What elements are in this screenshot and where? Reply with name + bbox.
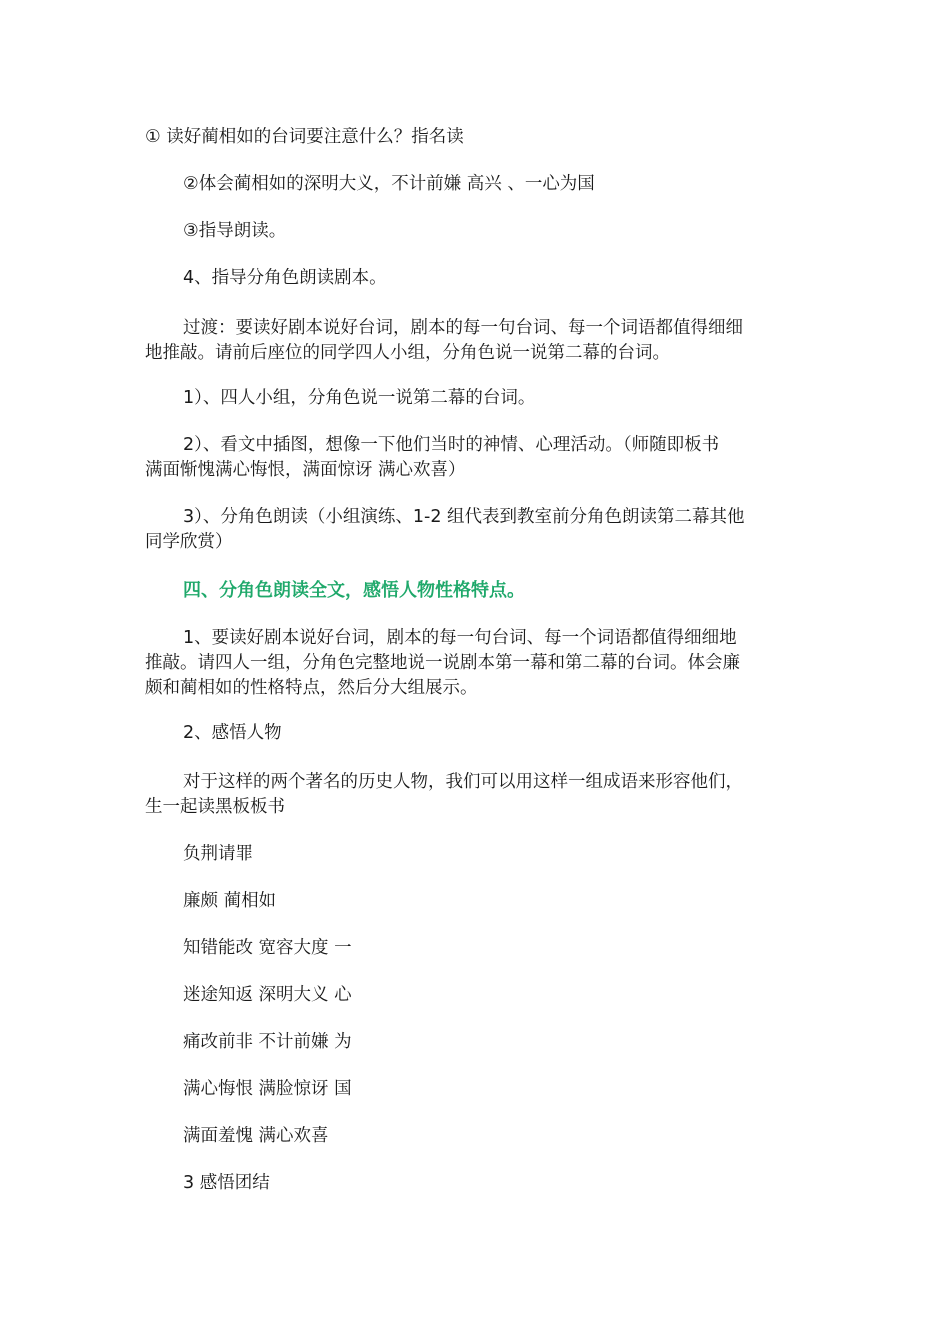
board-line-5: 痛改前非 不计前嫌 为 (183, 1032, 352, 1052)
board-line-7: 满面羞愧 满心欢喜 (183, 1126, 329, 1146)
paragraph-step-3-line2: 同学欣赏） (145, 532, 233, 552)
paragraph-full-reading-line3: 颇和蔺相如的性格特点，然后分大组展示。 (145, 678, 478, 698)
paragraph-transition-line2: 地推敲。请前后座位的同学四人小组，分角色说一说第二幕的台词。 (145, 343, 670, 363)
board-line-2: 廉颇 蔺相如 (183, 891, 277, 911)
paragraph-understand-lin: ②体会蔺相如的深明大义，不计前嫌 高兴 、一心为国 (183, 174, 595, 194)
paragraph-step-1: 1）、四人小组，分角色说一说第二幕的台词。 (183, 388, 536, 408)
paragraph-step-3-line1: 3）、分角色朗读（小组演练、1-2 组代表到教室前分角色朗读第二幕其他 (183, 507, 745, 527)
paragraph-unity: 3 感悟团结 (183, 1173, 270, 1193)
board-line-6: 满心悔恨 满脸惊讶 国 (183, 1079, 352, 1099)
paragraph-step-2-line2: 满面惭愧满心悔恨，满面惊讶 满心欢喜） (145, 460, 466, 480)
board-line-4: 迷途知返 深明大义 心 (183, 985, 352, 1005)
board-line-3: 知错能改 宽容大度 一 (183, 938, 352, 958)
paragraph-full-reading-line2: 推敲。请四人一组，分角色完整地说一说剧本第一幕和第二幕的台词。体会廉 (145, 653, 740, 673)
paragraph-idioms-line2: 生一起读黑板板书 (145, 797, 285, 817)
paragraph-guide-reading: ③指导朗读。 (183, 221, 287, 241)
paragraph-understand-characters: 2、感悟人物 (183, 723, 282, 743)
paragraph-step-2-line1: 2）、看文中插图，想像一下他们当时的神情、心理活动。（师随即板书 (183, 435, 720, 455)
paragraph-role-reading: 4、指导分角色朗读剧本。 (183, 268, 387, 288)
paragraph-full-reading-line1: 1、要读好剧本说好台词，剧本的每一句台词、每一个词语都值得细细地 (183, 628, 737, 648)
section-heading: 四、分角色朗读全文，感悟人物性格特点。 (183, 580, 525, 601)
board-line-1: 负荆请罪 (183, 844, 253, 864)
paragraph-idioms-line1: 对于这样的两个著名的历史人物，我们可以用这样一组成语来形容他们， (183, 772, 743, 792)
paragraph-transition-line1: 过渡：要读好剧本说好台词，剧本的每一句台词、每一个词语都值得细细 (183, 318, 743, 338)
paragraph-read-lin-lines: ① 读好蔺相如的台词要注意什么？指名读 (145, 127, 464, 147)
